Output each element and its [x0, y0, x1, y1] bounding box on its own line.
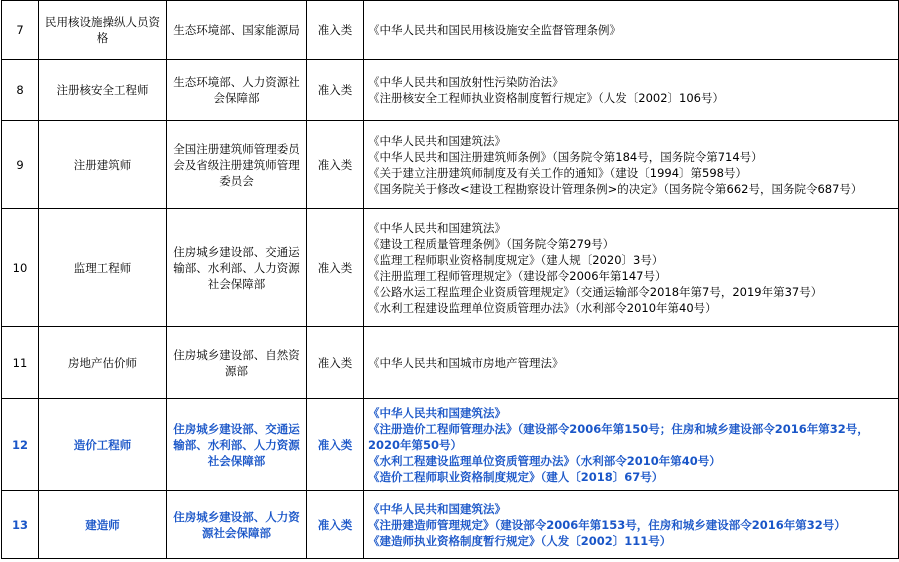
table-row — [2, 327, 899, 399]
legal-basis-line: 《国务院关于修改<建设工程勘察设计管理条例>的决定》（国务院令第662号，国务院令687号） — [368, 181, 863, 196]
implementing-department: 住房城乡建设部、人力资源社会保障部 — [167, 491, 307, 559]
table-row — [2, 121, 899, 209]
legal-basis-line: 《注册核安全工程师执业资格制度暂行规定》（人发〔2002〕106号） — [368, 91, 724, 105]
qualification-type: 准入类 — [307, 209, 364, 327]
qualification-name: 监理工程师 — [39, 209, 167, 327]
legal-basis-line: 《监理工程师职业资格制度规定》（建人规〔2020〕3号） — [368, 252, 664, 267]
implementing-department: 生态环境部、人力资源社会保障部 — [167, 60, 307, 121]
legal-basis-line: 《关于建立注册建筑师制度及有关工作的通知》（建设〔1994〕第598号） — [368, 165, 747, 180]
legal-basis-line: 《中华人民共和国注册建筑师条例》（国务院令第184号，国务院令第714号） — [368, 149, 763, 164]
row-number: 11 — [2, 327, 39, 399]
legal-basis-line: 《造价工程师职业资格制度规定》（建人〔2018〕67号） — [368, 469, 664, 484]
row-number: 9 — [2, 121, 39, 209]
legal-basis-line: 《中华人民共和国建筑法》 — [368, 220, 506, 235]
legal-basis-line: 《注册建造师管理规定》（建设部令2006年第153号，住房和城乡建设部令2016年第32号） — [368, 517, 846, 532]
legal-basis-line: 《建造师执业资格制度暂行规定》（人发〔2002〕111号） — [368, 533, 672, 548]
row-number: 7 — [2, 1, 39, 60]
legal-basis-line: 《注册监理工程师管理规定》（建设部令2006年第147号） — [368, 268, 667, 283]
legal-basis — [364, 327, 899, 399]
qualification-name: 房地产估价师 — [39, 327, 167, 399]
implementing-department: 住房城乡建设部、自然资源部 — [167, 327, 307, 399]
qualification-type: 准入类 — [307, 399, 364, 491]
qualification-type: 准入类 — [307, 1, 364, 60]
legal-basis — [364, 399, 899, 491]
qualification-table — [1, 0, 899, 559]
implementing-department: 全国注册建筑师管理委员会及省级注册建筑师管理委员会 — [167, 121, 307, 209]
legal-basis-line: 《水利工程建设监理单位资质管理办法》（水利部令2010年第40号） — [368, 453, 721, 468]
legal-basis-line: 《中华人民共和国放射性污染防治法》 — [368, 75, 564, 89]
table-row — [2, 1, 899, 60]
table-row — [2, 209, 899, 327]
qualification-name: 民用核设施操纵人员资格 — [39, 1, 167, 60]
legal-basis-line: 《中华人民共和国建筑法》 — [368, 405, 506, 420]
legal-basis — [364, 1, 899, 60]
implementing-department: 住房城乡建设部、交通运输部、水利部、人力资源社会保障部 — [167, 399, 307, 491]
qualification-type: 准入类 — [307, 121, 364, 209]
qualification-name: 造价工程师 — [39, 399, 167, 491]
legal-basis — [364, 60, 899, 121]
implementing-department: 住房城乡建设部、交通运输部、水利部、人力资源社会保障部 — [167, 209, 307, 327]
legal-basis-line: 《中华人民共和国民用核设施安全监督管理条例》 — [368, 23, 621, 37]
row-number: 8 — [2, 60, 39, 121]
legal-basis-line: 《中华人民共和国城市房地产管理法》 — [368, 355, 564, 370]
implementing-department: 生态环境部、国家能源局 — [167, 1, 307, 60]
row-number: 13 — [2, 491, 39, 559]
qualification-type: 准入类 — [307, 327, 364, 399]
legal-basis-line: 《公路水运工程监理企业资质管理规定》（交通运输部令2018年第7号，2019年第37号） — [368, 284, 823, 299]
qualification-type: 准入类 — [307, 60, 364, 121]
qualification-name: 建造师 — [39, 491, 167, 559]
legal-basis — [364, 491, 899, 559]
legal-basis — [364, 209, 899, 327]
legal-basis — [364, 121, 899, 209]
row-number: 10 — [2, 209, 39, 327]
legal-basis-line: 《建设工程质量管理条例》（国务院令第279号） — [368, 236, 615, 251]
qualification-type: 准入类 — [307, 491, 364, 559]
table-body — [2, 1, 899, 559]
table-row — [2, 399, 899, 491]
legal-basis-line: 《中华人民共和国建筑法》 — [368, 133, 506, 148]
table-row — [2, 491, 899, 559]
table-row — [2, 60, 899, 121]
qualification-name: 注册建筑师 — [39, 121, 167, 209]
legal-basis-line: 《注册造价工程师管理办法》（建设部令2006年第150号；住房和城乡建设部令2016年第32号，2020年第50号） — [368, 421, 869, 452]
legal-basis-line: 《中华人民共和国建筑法》 — [368, 501, 506, 516]
qualification-name: 注册核安全工程师 — [39, 60, 167, 121]
legal-basis-line: 《水利工程建设监理单位资质管理办法》（水利部令2010年第40号） — [368, 300, 717, 315]
row-number: 12 — [2, 399, 39, 491]
